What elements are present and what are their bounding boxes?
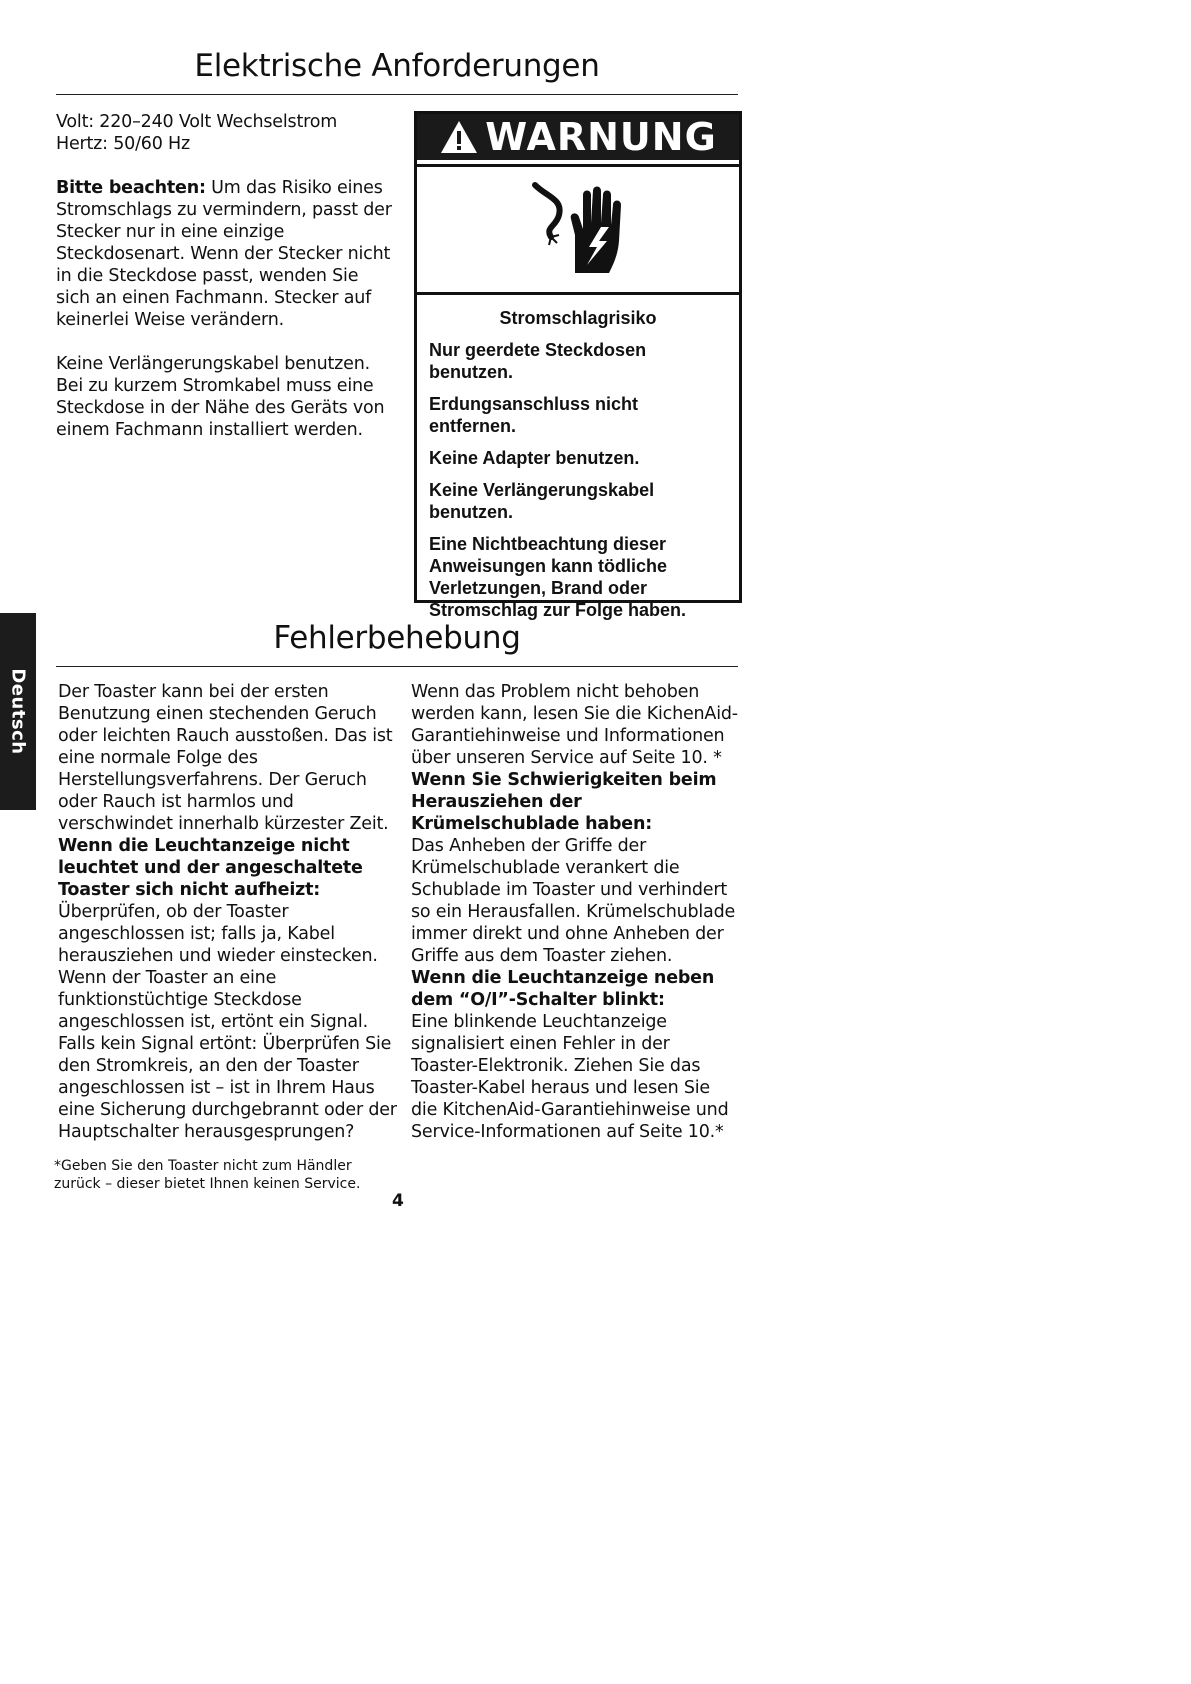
section-title-troubleshooting: Fehlerbehebung [273, 620, 521, 656]
question-1-text: Wenn die Leuchtanzeige nicht leuchtet und der angeschaltete Toaster sich nicht aufheizt: [58, 836, 363, 900]
right-intro: Wenn das Problem nicht behoben werden kann, lesen Sie die KichenAid-Garantiehinweise und Informationen über unseren Service auf Seite 10. * [411, 682, 738, 768]
warning-pictogram [417, 164, 739, 295]
warning-line-1: Nur geerdete Steckdosen benutzen. [429, 340, 647, 382]
warning-body [417, 295, 739, 621]
note-label: Bitte beachten: [56, 178, 206, 198]
hertz-line: Hertz: 50/60 Hz [56, 134, 190, 154]
electrical-text-column [56, 111, 396, 441]
warning-box [414, 111, 742, 620]
section-title-electrical: Elektrische Anforderungen [194, 48, 600, 84]
note-text: Um das Risiko eines Stromschlags zu vermindern, passt der Stecker nur in eine einzige Steckdosenart. Wenn der Stecker nicht in die Steckdose passt, wenden Sie sich an einen Fachmann. Stecker auf keinerlei Weise verändern. [56, 178, 392, 330]
question-1 [58, 835, 398, 901]
question-3-text: Wenn die Leuchtanzeige neben dem “O/I”-Schalter blinkt: [411, 968, 715, 1010]
warning-heading: Stromschlagrisiko [499, 308, 657, 328]
warning-title: WARNUNG [485, 115, 717, 159]
language-tab [0, 613, 36, 810]
warning-triangle-icon [439, 119, 479, 155]
language-tab-label: Deutsch [7, 668, 29, 755]
answer-3: Eine blinkende Leuchtanzeige signalisiert einen Fehler in der Toaster-Elektronik. Ziehen Sie das Toaster-Kabel heraus und lesen Sie die KitchenAid-Garantiehinweise und Service-Informationen auf Seite 10.* [411, 1012, 729, 1142]
warning-line-3: Keine Adapter benutzen. [429, 448, 640, 468]
electric-shock-hand-icon [523, 175, 633, 285]
answer-1: Überprüfen, ob der Toaster angeschlossen ist; falls ja, Kabel herausziehen und wieder einstecken. Wenn der Toaster an eine funktionstüchtige Steckdose angeschlossen ist, ertönt ein Signal. Falls kein Signal ertönt: Überprüfen Sie den Stromkreis, an den der Toaster angeschlossen ist – ist in Ihrem Haus eine Sicherung durchgebrannt oder der Hauptschalter herausgesprungen? [58, 902, 397, 1142]
page-number: 4 [392, 1191, 404, 1211]
warning-line-4: Keine Verlängerungskabel benutzen. [429, 480, 655, 522]
footnote: *Geben Sie den Toaster nicht zum Händler zurück – dieser bietet Ihnen keinen Service. [54, 1158, 361, 1192]
warning-header [417, 114, 739, 160]
extension-paragraph: Keine Verlängerungskabel benutzen. Bei zu kurzem Stromkabel muss eine Steckdose in der Nähe des Geräts von einem Fachmann installiert werden. [56, 354, 385, 440]
volt-line: Volt: 220–240 Volt Wechselstrom [56, 112, 338, 132]
warning-line-5: Eine Nichtbeachtung dieser Anweisungen kann tödliche Verletzungen, Brand oder Stromschlag zur Folge haben. [429, 534, 687, 620]
left-intro: Der Toaster kann bei der ersten Benutzung einen stechenden Geruch oder leichten Rauch ausstoßen. Das ist eine normale Folge des Herstellungsverfahrens. Der Geruch oder Rauch ist harmlos und verschwindet innerhalb kürzester Zeit. [58, 682, 393, 834]
title-rule [56, 94, 738, 95]
question-3 [411, 967, 741, 1011]
title-rule-2 [56, 666, 738, 667]
troubleshooting-right-column [411, 681, 741, 1143]
answer-2: Das Anheben der Griffe der Krümelschublade verankert die Schublade im Toaster und verhindert so ein Herausfallen. Krümelschublade immer direkt und ohne Anheben der Griffe aus dem Toaster ziehen. [411, 836, 736, 966]
question-2 [411, 769, 741, 835]
note-paragraph [56, 177, 396, 331]
troubleshooting-left-column [58, 681, 398, 1143]
warning-line-2: Erdungsanschluss nicht entfernen. [429, 394, 639, 436]
question-2-text: Wenn Sie Schwierigkeiten beim Herausziehen der Krümelschublade haben: [411, 770, 717, 834]
